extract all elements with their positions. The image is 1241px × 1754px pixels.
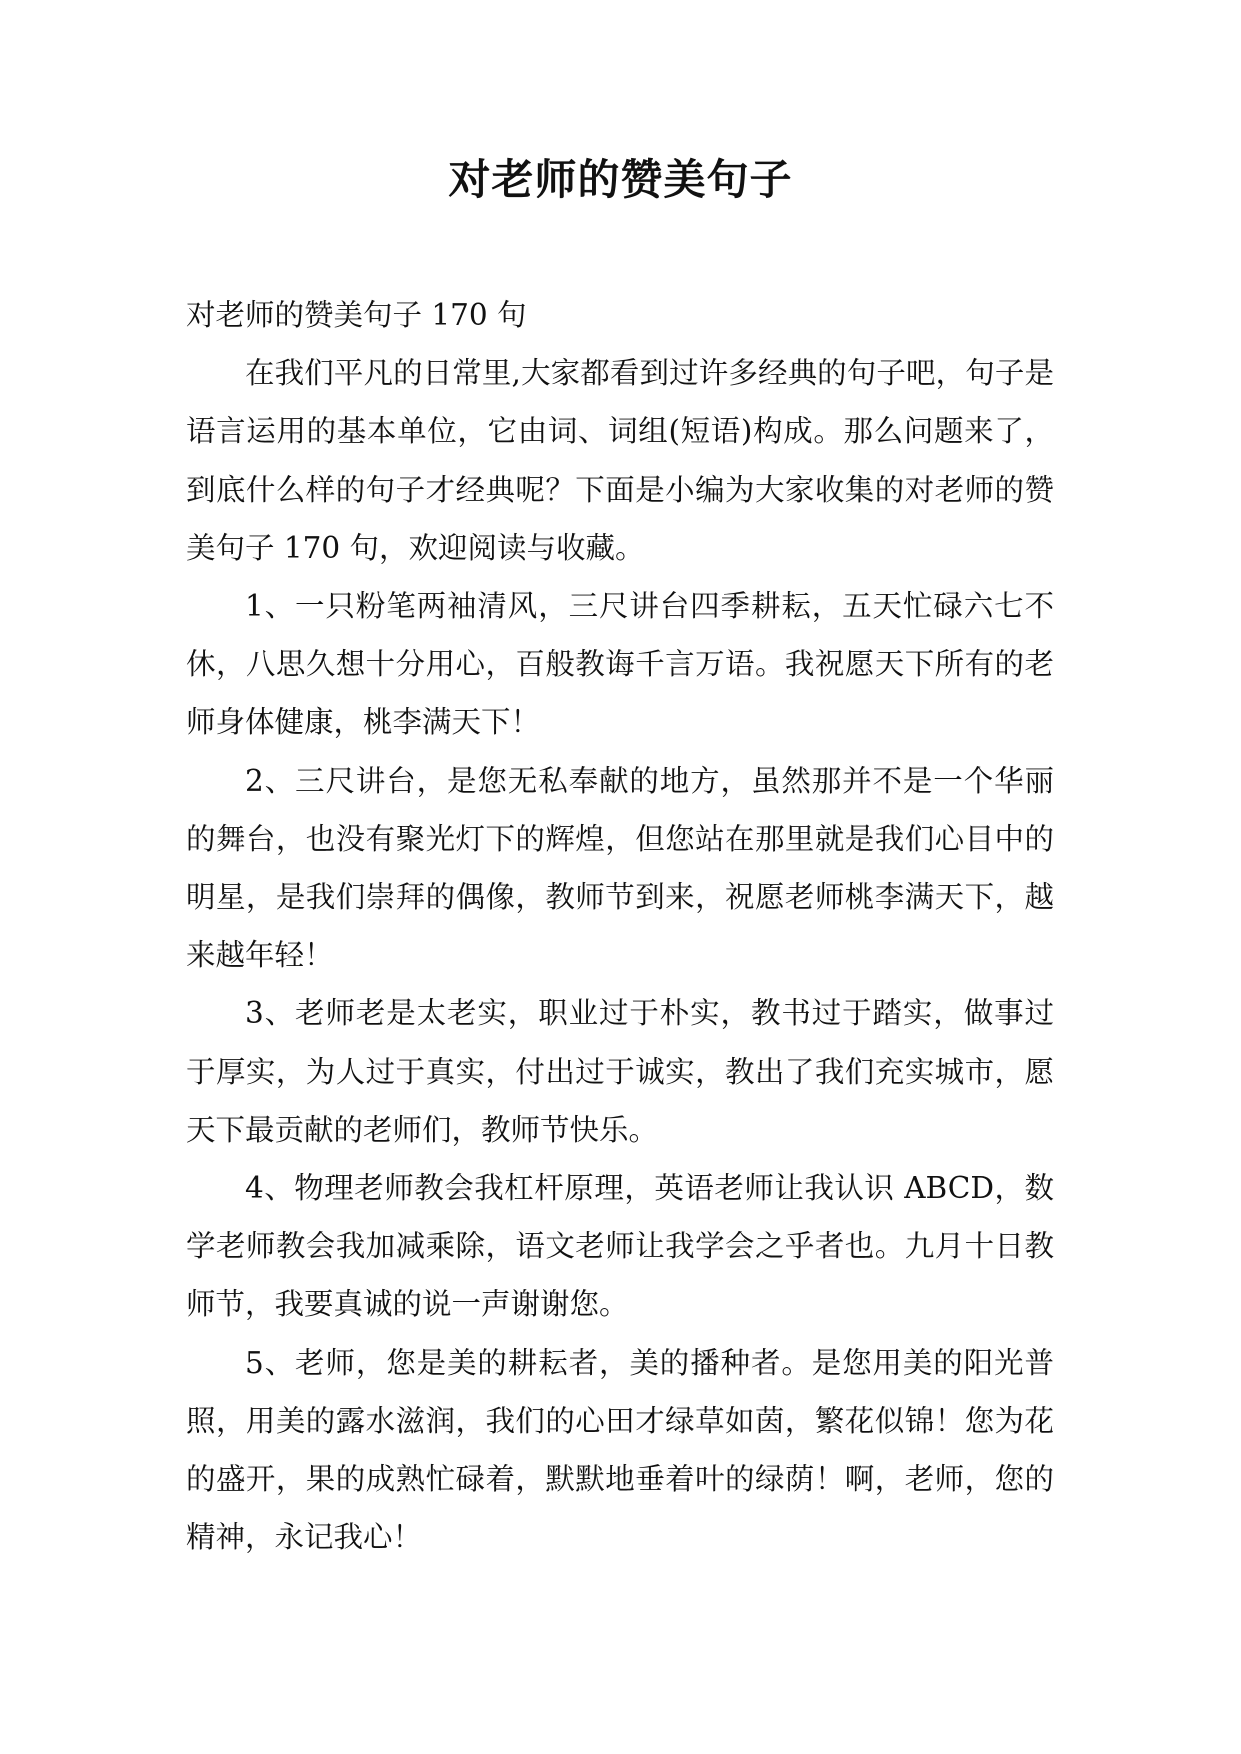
intro-paragraph: 在我们平凡的日常里,大家都看到过许多经典的句子吧，句子是语言运用的基本单位，它由词、词组(短语)构成。那么问题来了，到底什么样的句子才经典呢？下面是小编为大家收集的对老师的赞美句子 170 句，欢迎阅读与收藏。	[186, 356, 1054, 565]
document-subtitle: 对老师的赞美句子 170 句	[186, 298, 527, 332]
quote-paragraph-2: 2、三尺讲台，是您无私奉献的地方，虽然那并不是一个华丽的舞台，也没有聚光灯下的辉煌，但您站在那里就是我们心目中的明星，是我们崇拜的偶像，教师节到来，祝愿老师桃李满天下，越来越年轻！	[186, 763, 1054, 973]
quote-paragraph-4: 4、物理老师教会我杠杆原理，英语老师让我认识 ABCD，数学老师教会我加减乘除，语文老师让我学会之乎者也。九月十日教师节，我要真诚的说一声谢谢您。	[186, 1171, 1054, 1322]
quote-paragraph-3: 3、老师老是太老实，职业过于朴实，教书过于踏实，做事过于厚实，为人过于真实，付出过于诚实，教出了我们充实城市，愿天下最贡献的老师们，教师节快乐。	[186, 996, 1054, 1147]
quote-paragraph-1: 1、一只粉笔两袖清风，三尺讲台四季耕耘，五天忙碌六七不休，八思久想十分用心，百般教诲千言万语。我祝愿天下所有的老师身体健康，桃李满天下！	[186, 589, 1054, 740]
document-body	[186, 286, 1054, 1566]
quote-paragraph-5: 5、老师，您是美的耕耘者，美的播种者。是您用美的阳光普照，用美的露水滋润，我们的心田才绿草如茵，繁花似锦！您为花的盛开，果的成熟忙碌着，默默地垂着叶的绿荫！啊，老师，您的精神，永记我心！	[186, 1345, 1054, 1555]
document-title: 对老师的赞美句子	[448, 155, 793, 204]
